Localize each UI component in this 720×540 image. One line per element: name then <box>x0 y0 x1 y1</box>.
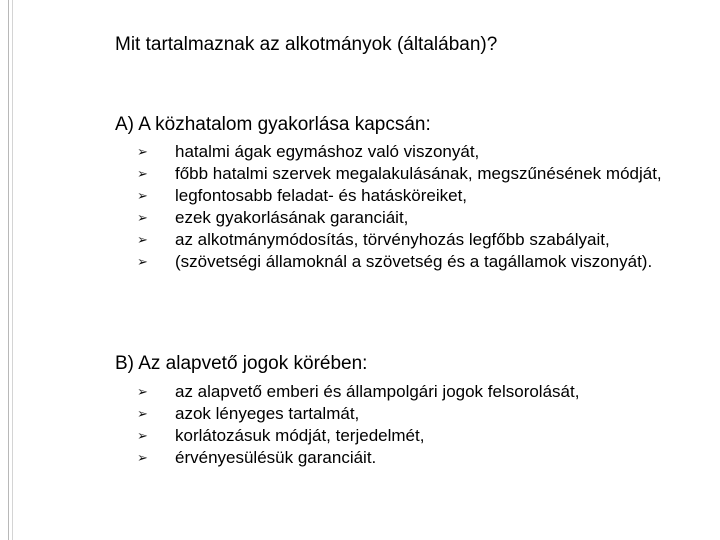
arrowhead-bullet-icon: ➢ <box>137 144 148 159</box>
list-item-text: főbb hatalmi szervek megalakulásának, megszűnésének módját, <box>175 164 662 183</box>
list-item <box>137 208 697 228</box>
arrowhead-bullet-icon: ➢ <box>137 428 148 443</box>
list-item <box>137 164 697 184</box>
list-item <box>137 142 697 162</box>
arrowhead-bullet-icon: ➢ <box>137 406 148 421</box>
arrowhead-bullet-icon: ➢ <box>137 188 148 203</box>
list-item-text: (szövetségi államoknál a szövetség és a tagállamok viszonyát). <box>175 252 653 271</box>
arrowhead-bullet-icon: ➢ <box>137 232 148 247</box>
decorative-border-line <box>8 0 9 540</box>
list-item-text: korlátozásuk módját, terjedelmét, <box>175 426 425 445</box>
section-b-heading: B) Az alapvető jogok körében: <box>115 353 368 374</box>
list-item-text: az alkotmánymódosítás, törvényhozás legfőbb szabályait, <box>175 230 610 249</box>
list-item <box>137 426 697 446</box>
arrowhead-bullet-icon: ➢ <box>137 450 148 465</box>
decorative-border-line-inner <box>12 0 13 540</box>
arrowhead-bullet-icon: ➢ <box>137 166 148 181</box>
list-item-text: érvényesülésük garanciáit. <box>175 448 377 467</box>
list-item <box>137 448 697 468</box>
section-a-list <box>137 142 697 274</box>
list-item <box>137 404 697 424</box>
list-item-text: legfontosabb feladat- és hatásköreiket, <box>175 186 468 205</box>
list-item <box>137 382 697 402</box>
list-item-text: ezek gyakorlásának garanciáit, <box>175 208 409 227</box>
list-item <box>137 186 697 206</box>
arrowhead-bullet-icon: ➢ <box>137 384 148 399</box>
list-item-text: azok lényeges tartalmát, <box>175 404 360 423</box>
list-item <box>137 230 697 250</box>
list-item <box>137 252 697 272</box>
section-a-heading: A) A közhatalom gyakorlása kapcsán: <box>115 114 431 135</box>
list-item-text: hatalmi ágak egymáshoz való viszonyát, <box>175 142 480 161</box>
arrowhead-bullet-icon: ➢ <box>137 254 148 269</box>
section-b-list <box>137 382 697 470</box>
list-item-text: az alapvető emberi és állampolgári jogok felsorolását, <box>175 382 580 401</box>
arrowhead-bullet-icon: ➢ <box>137 210 148 225</box>
slide-title: Mit tartalmaznak az alkotmányok (általában)? <box>115 34 498 55</box>
